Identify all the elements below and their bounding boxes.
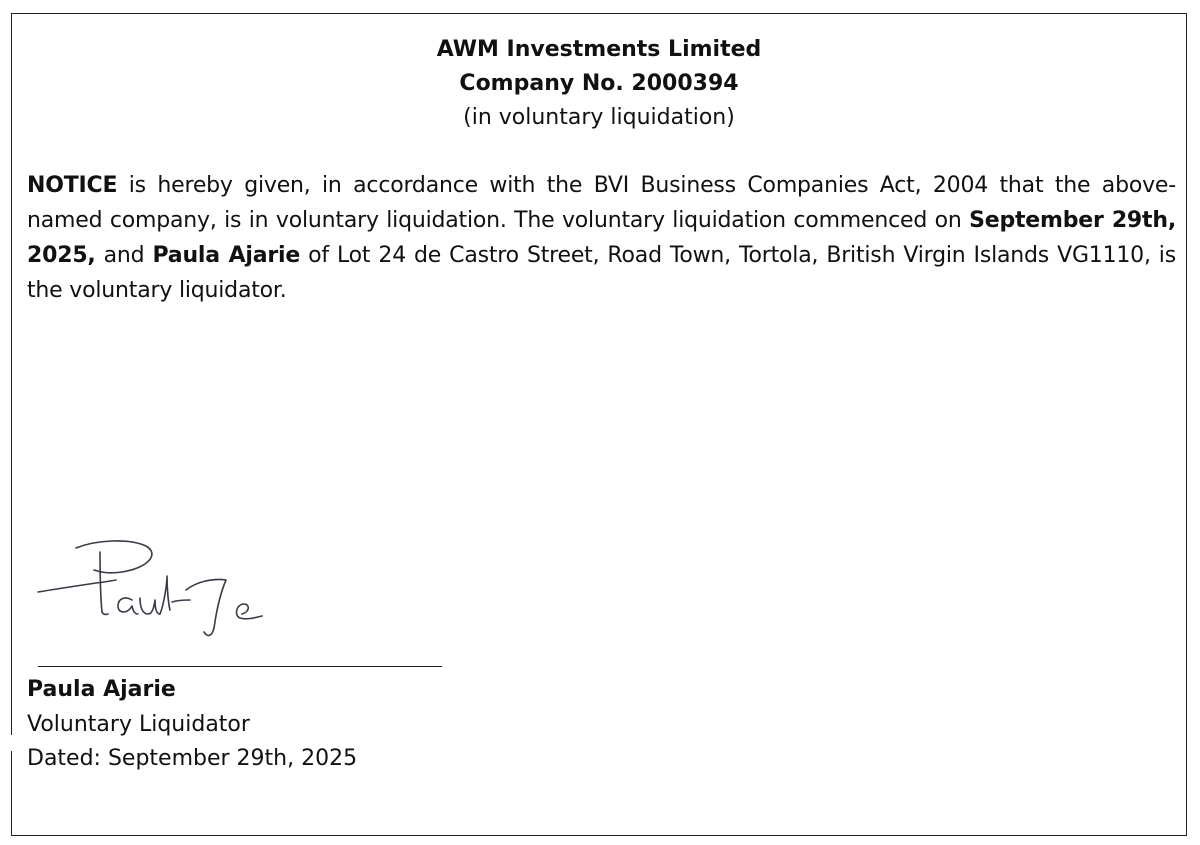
commencement-date: September 29th, 2025, <box>27 208 1176 268</box>
notice-text-3: of Lot 24 de Castro Street, Road Town, Tortola, British Virgin Islands VG1110, is the voluntary liquidator. <box>27 243 1176 303</box>
liquidation-status: (in voluntary liquidation) <box>463 105 735 130</box>
notice-text-2: and <box>95 243 153 268</box>
company-name: AWM Investments Limited <box>436 37 762 62</box>
notice-text-1: is hereby given, in accordance with the BVI Business Companies Act, 2004 that the above-named company, is in voluntary liquidation. The voluntary liquidation commenced on <box>27 173 1176 233</box>
notice-paragraph <box>27 168 1176 308</box>
signatory-name: Paula Ajarie <box>27 677 176 702</box>
signatory-title: Voluntary Liquidator <box>27 712 250 737</box>
company-number: Company No. 2000394 <box>459 71 739 96</box>
signature-line <box>38 666 442 667</box>
notice-document <box>11 13 1187 836</box>
notice-lead: NOTICE <box>27 173 118 198</box>
handwritten-signature <box>36 534 286 644</box>
dated-line: Dated: September 29th, 2025 <box>27 746 358 771</box>
border-gap <box>2 735 12 751</box>
liquidator-name: Paula Ajarie <box>152 243 301 268</box>
